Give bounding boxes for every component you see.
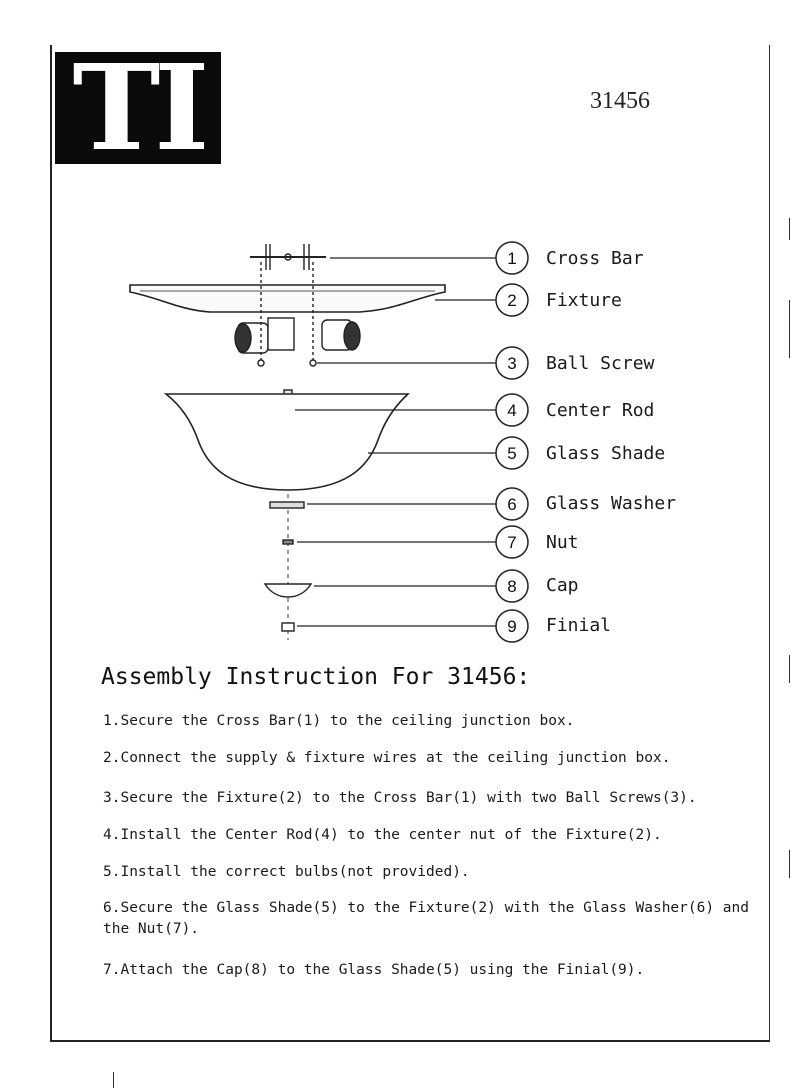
callout-number-4: 4 [507, 401, 517, 420]
instruction-step: 4.Install the Center Rod(4) to the center nut of the Fixture(2). [103, 827, 662, 843]
scan-edge-mark [789, 218, 790, 240]
callout-number-5: 5 [507, 444, 517, 463]
callout-number-7: 7 [507, 533, 517, 552]
callout-number-9: 9 [507, 617, 517, 636]
part-label-finial: Finial [546, 615, 612, 636]
socket-drawing [235, 262, 360, 366]
instruction-step: 3.Secure the Fixture(2) to the Cross Bar(1) with two Ball Screws(3). [103, 790, 697, 806]
callout-number-2: 2 [507, 291, 517, 310]
brand-logo: TI [55, 52, 221, 164]
scan-edge-mark [789, 655, 790, 683]
callout-number-1: 1 [507, 249, 517, 268]
part-label-glass-shade: Glass Shade [546, 443, 666, 464]
part-label-nut: Nut [546, 532, 579, 553]
part-label-cap: Cap [546, 575, 579, 596]
instruction-step: 2.Connect the supply & fixture wires at the ceiling junction box. [103, 750, 671, 766]
callout-number-3: 3 [507, 354, 517, 373]
part-label-cross-bar: Cross Bar [546, 248, 644, 269]
ball-screw-right [310, 360, 316, 366]
fixture-drawing [130, 285, 445, 312]
instructions-heading: Assembly Instruction For 31456: [101, 664, 531, 690]
instruction-step: 5.Install the correct bulbs(not provided). [103, 864, 470, 880]
part-label-glass-washer: Glass Washer [546, 493, 677, 514]
model-number: 31456 [590, 88, 650, 114]
cap-drawing [265, 584, 311, 597]
instruction-step: 7.Attach the Cap(8) to the Glass Shade(5) using the Finial(9). [103, 962, 645, 978]
nut-drawing [283, 540, 293, 544]
scan-edge-mark [789, 300, 790, 358]
glass-washer-drawing [270, 502, 304, 508]
finial-drawing [282, 623, 294, 631]
cross-bar-drawing [250, 244, 326, 270]
scan-edge-mark [789, 850, 790, 878]
glass-shade-drawing [166, 394, 408, 490]
ball-screw-left [258, 360, 264, 366]
instruction-step: 1.Secure the Cross Bar(1) to the ceiling junction box. [103, 713, 575, 729]
part-label-center-rod: Center Rod [546, 400, 655, 421]
callout-number-8: 8 [507, 577, 517, 596]
callout-number-6: 6 [507, 495, 517, 514]
part-label-ball-screw: Ball Screw [546, 353, 655, 374]
instruction-step: 6.Secure the Glass Shade(5) to the Fixture(2) with the Glass Washer(6) and the Nut(7). [103, 900, 750, 937]
scan-edge-mark [113, 1072, 114, 1088]
part-label-fixture: Fixture [546, 290, 622, 311]
